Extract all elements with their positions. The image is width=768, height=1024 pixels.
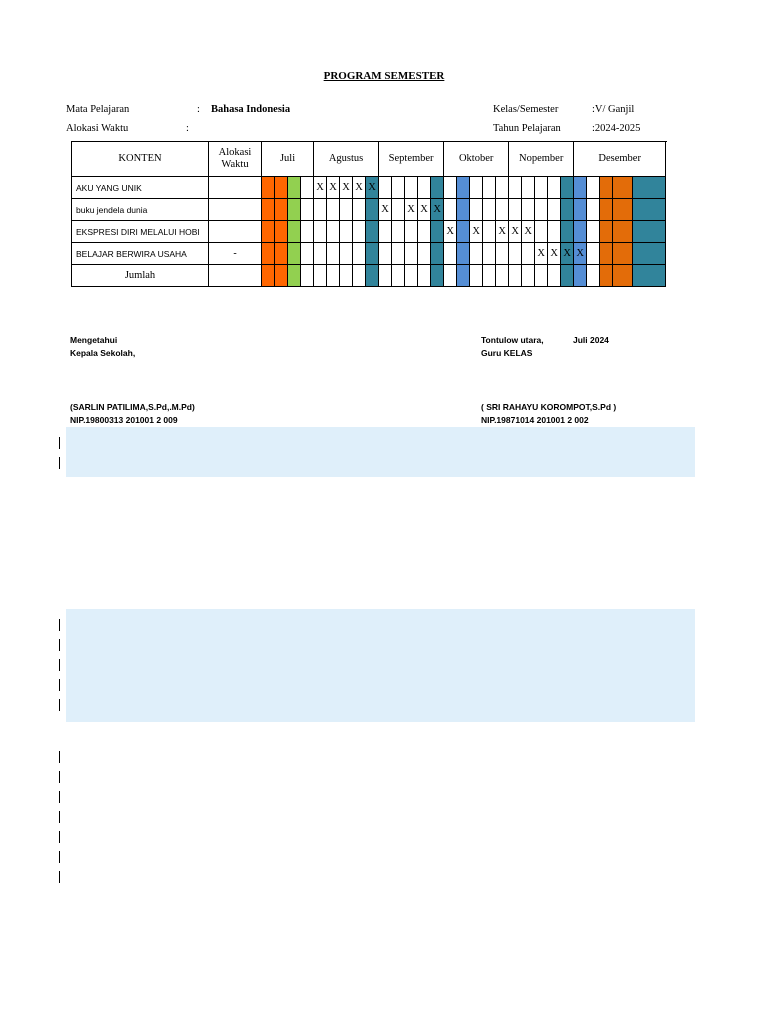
paragraph-mark [59, 639, 60, 651]
paragraph-mark [59, 751, 60, 763]
row-alokasi: - [209, 243, 262, 265]
mata-pelajaran-colon: : [197, 104, 200, 115]
week-cell [600, 243, 613, 265]
week-mark-x: X [353, 177, 366, 199]
week-cell [327, 265, 340, 287]
week-mark-x: X [548, 243, 561, 265]
week-cell [366, 243, 379, 265]
week-cell [301, 243, 314, 265]
left-signature-block [70, 334, 135, 360]
table-row [72, 199, 666, 221]
week-cell [288, 221, 301, 243]
left-signature-name-block [70, 401, 195, 427]
week-cell [470, 177, 483, 199]
week-cell [613, 265, 633, 287]
header-konten: KONTEN [72, 142, 209, 177]
week-cell [275, 199, 288, 221]
header-alokasi-waktu: Alokasi Waktu [209, 142, 262, 177]
week-cell [535, 265, 548, 287]
paragraph-mark [59, 619, 60, 631]
week-cell [470, 243, 483, 265]
week-cell [275, 177, 288, 199]
paragraph-mark [59, 771, 60, 783]
week-cell [509, 199, 522, 221]
week-cell [509, 177, 522, 199]
tahun-pelajaran-label: Tahun Pelajaran [493, 123, 561, 134]
week-cell [613, 221, 633, 243]
week-cell [574, 177, 587, 199]
week-cell [431, 221, 444, 243]
empty-shaded-area-2 [66, 609, 695, 722]
week-mark-x: X [470, 221, 483, 243]
week-cell [561, 221, 574, 243]
row-konten: EKSPRESI DIRI MELALUI HOBI [72, 221, 209, 243]
week-cell [522, 199, 535, 221]
table-row [72, 221, 666, 243]
week-cell [548, 221, 561, 243]
week-cell [548, 199, 561, 221]
week-cell [262, 265, 275, 287]
week-cell [431, 265, 444, 287]
alokasi-waktu-label: Alokasi Waktu [66, 123, 129, 134]
week-cell [561, 199, 574, 221]
header-month-desember: Desember [574, 142, 666, 177]
table-header-row [72, 142, 666, 177]
header-month-september: September [379, 142, 444, 177]
week-cell [561, 265, 574, 287]
week-cell [574, 221, 587, 243]
week-cell [418, 177, 431, 199]
week-cell [314, 199, 327, 221]
week-cell [431, 177, 444, 199]
week-cell [483, 243, 496, 265]
week-cell [405, 243, 418, 265]
week-cell [457, 199, 470, 221]
week-cell [633, 265, 666, 287]
week-cell [340, 221, 353, 243]
week-mark-x: X [522, 221, 535, 243]
week-cell [275, 265, 288, 287]
row-konten: buku jendela dunia [72, 199, 209, 221]
paragraph-mark [59, 457, 60, 469]
week-cell [392, 221, 405, 243]
week-cell [483, 265, 496, 287]
week-cell [327, 243, 340, 265]
week-mark-x: X [496, 221, 509, 243]
kepala-sekolah-nip: NIP.19800313 201001 2 009 [70, 415, 178, 425]
mengetahui-text: Mengetahui [70, 335, 118, 345]
week-cell [405, 265, 418, 287]
empty-shaded-area-1 [66, 427, 695, 477]
paragraph-mark [59, 437, 60, 449]
row-alokasi [209, 177, 262, 199]
week-cell [314, 265, 327, 287]
week-cell [327, 221, 340, 243]
week-cell [496, 265, 509, 287]
week-mark-x: X [444, 221, 457, 243]
week-cell [353, 199, 366, 221]
mata-pelajaran-value: Bahasa Indonesia [211, 104, 291, 115]
paragraph-mark [59, 831, 60, 843]
right-signature-name-block [481, 401, 616, 427]
week-cell [288, 199, 301, 221]
guru-nip: NIP.19871014 201001 2 002 [481, 415, 589, 425]
week-cell [633, 177, 666, 199]
week-cell [405, 221, 418, 243]
table-row [72, 243, 666, 265]
mata-pelajaran-label: Mata Pelajaran [66, 104, 130, 115]
header-month-juli: Juli [262, 142, 314, 177]
week-cell [587, 265, 600, 287]
guru-kelas-text: Guru KELAS [481, 348, 533, 358]
week-cell [262, 199, 275, 221]
week-cell [379, 177, 392, 199]
week-cell [392, 243, 405, 265]
paragraph-mark [59, 699, 60, 711]
week-mark-x: X [418, 199, 431, 221]
week-cell [600, 177, 613, 199]
week-cell [444, 199, 457, 221]
kelas-semester-label: Kelas/Semester [493, 104, 559, 115]
right-signature-place: Tontulow utara, [481, 335, 544, 345]
week-cell [496, 243, 509, 265]
week-mark-x: X [509, 221, 522, 243]
header-month-agustus: Agustus [314, 142, 379, 177]
week-cell [522, 243, 535, 265]
paragraph-mark [59, 791, 60, 803]
week-cell [522, 177, 535, 199]
week-mark-x: X [405, 199, 418, 221]
week-cell [262, 177, 275, 199]
week-cell [444, 243, 457, 265]
week-cell [366, 265, 379, 287]
kelas-semester-value: :V/ Ganjil [592, 104, 635, 115]
week-cell [457, 221, 470, 243]
week-cell [262, 243, 275, 265]
week-cell [574, 199, 587, 221]
week-cell [418, 243, 431, 265]
week-mark-x: X [431, 199, 444, 221]
week-cell [457, 265, 470, 287]
week-cell [392, 199, 405, 221]
week-cell [483, 177, 496, 199]
week-cell [613, 199, 633, 221]
week-cell [288, 243, 301, 265]
alokasi-waktu-colon: : [186, 123, 189, 134]
week-cell [314, 243, 327, 265]
kepala-sekolah-text: Kepala Sekolah, [70, 348, 136, 358]
week-cell [509, 265, 522, 287]
week-cell [470, 265, 483, 287]
week-cell [301, 221, 314, 243]
kepala-sekolah-name: (SARLIN PATILIMA,S.Pd,.M.Pd) [70, 402, 195, 412]
week-cell [444, 265, 457, 287]
week-cell [483, 199, 496, 221]
week-mark-x: X [561, 243, 574, 265]
week-cell [314, 221, 327, 243]
week-cell [366, 221, 379, 243]
week-cell [535, 177, 548, 199]
week-cell [548, 265, 561, 287]
week-cell [509, 243, 522, 265]
week-cell [275, 221, 288, 243]
week-cell [613, 177, 633, 199]
week-mark-x: X [366, 177, 379, 199]
week-cell [327, 199, 340, 221]
week-cell [262, 221, 275, 243]
week-cell [600, 265, 613, 287]
week-cell [587, 221, 600, 243]
week-cell [633, 243, 666, 265]
table-row [72, 177, 666, 199]
row-alokasi [209, 221, 262, 243]
week-cell [587, 199, 600, 221]
week-cell [574, 265, 587, 287]
week-cell [483, 221, 496, 243]
week-mark-x: X [574, 243, 587, 265]
right-signature-date: Juli 2024 [573, 335, 609, 345]
week-cell [561, 177, 574, 199]
week-cell [353, 265, 366, 287]
week-cell [340, 265, 353, 287]
table-row [72, 265, 666, 287]
week-cell [496, 199, 509, 221]
week-cell [613, 243, 633, 265]
week-cell [288, 265, 301, 287]
week-cell [457, 243, 470, 265]
week-cell [418, 265, 431, 287]
week-cell [405, 177, 418, 199]
paragraph-mark [59, 659, 60, 671]
week-mark-x: X [379, 199, 392, 221]
paragraph-mark [59, 871, 60, 883]
row-alokasi [209, 265, 262, 287]
week-cell [340, 243, 353, 265]
week-cell [379, 243, 392, 265]
week-cell [418, 221, 431, 243]
paragraph-mark [59, 679, 60, 691]
week-cell [431, 243, 444, 265]
week-cell [633, 199, 666, 221]
week-cell [587, 243, 600, 265]
week-cell [301, 199, 314, 221]
week-cell [353, 243, 366, 265]
week-cell [392, 265, 405, 287]
week-cell [301, 265, 314, 287]
header-month-nopember: Nopember [509, 142, 574, 177]
header-month-oktober: Oktober [444, 142, 509, 177]
week-cell [353, 221, 366, 243]
week-cell [470, 199, 483, 221]
row-konten: Jumlah [72, 265, 209, 287]
week-mark-x: X [314, 177, 327, 199]
week-cell [600, 199, 613, 221]
week-cell [522, 265, 535, 287]
week-cell [633, 221, 666, 243]
week-cell [600, 221, 613, 243]
week-mark-x: X [327, 177, 340, 199]
paragraph-mark [59, 811, 60, 823]
row-alokasi [209, 199, 262, 221]
week-cell [340, 199, 353, 221]
paragraph-mark [59, 851, 60, 863]
week-cell [301, 177, 314, 199]
week-cell [444, 177, 457, 199]
week-cell [392, 177, 405, 199]
row-konten: AKU YANG UNIK [72, 177, 209, 199]
week-cell [288, 177, 301, 199]
tahun-pelajaran-value: :2024-2025 [592, 123, 641, 134]
guru-name: ( SRI RAHAYU KOROMPOT,S.Pd ) [481, 402, 617, 412]
week-cell [275, 243, 288, 265]
week-cell [457, 177, 470, 199]
week-mark-x: X [340, 177, 353, 199]
week-cell [535, 199, 548, 221]
week-cell [379, 265, 392, 287]
week-cell [535, 221, 548, 243]
semester-schedule-table [71, 141, 666, 287]
week-cell [587, 177, 600, 199]
page-title: PROGRAM SEMESTER [323, 70, 445, 82]
week-mark-x: X [535, 243, 548, 265]
week-cell [366, 199, 379, 221]
week-cell [548, 177, 561, 199]
week-cell [379, 221, 392, 243]
week-cell [496, 177, 509, 199]
row-konten: BELAJAR BERWIRA USAHA [72, 243, 209, 265]
